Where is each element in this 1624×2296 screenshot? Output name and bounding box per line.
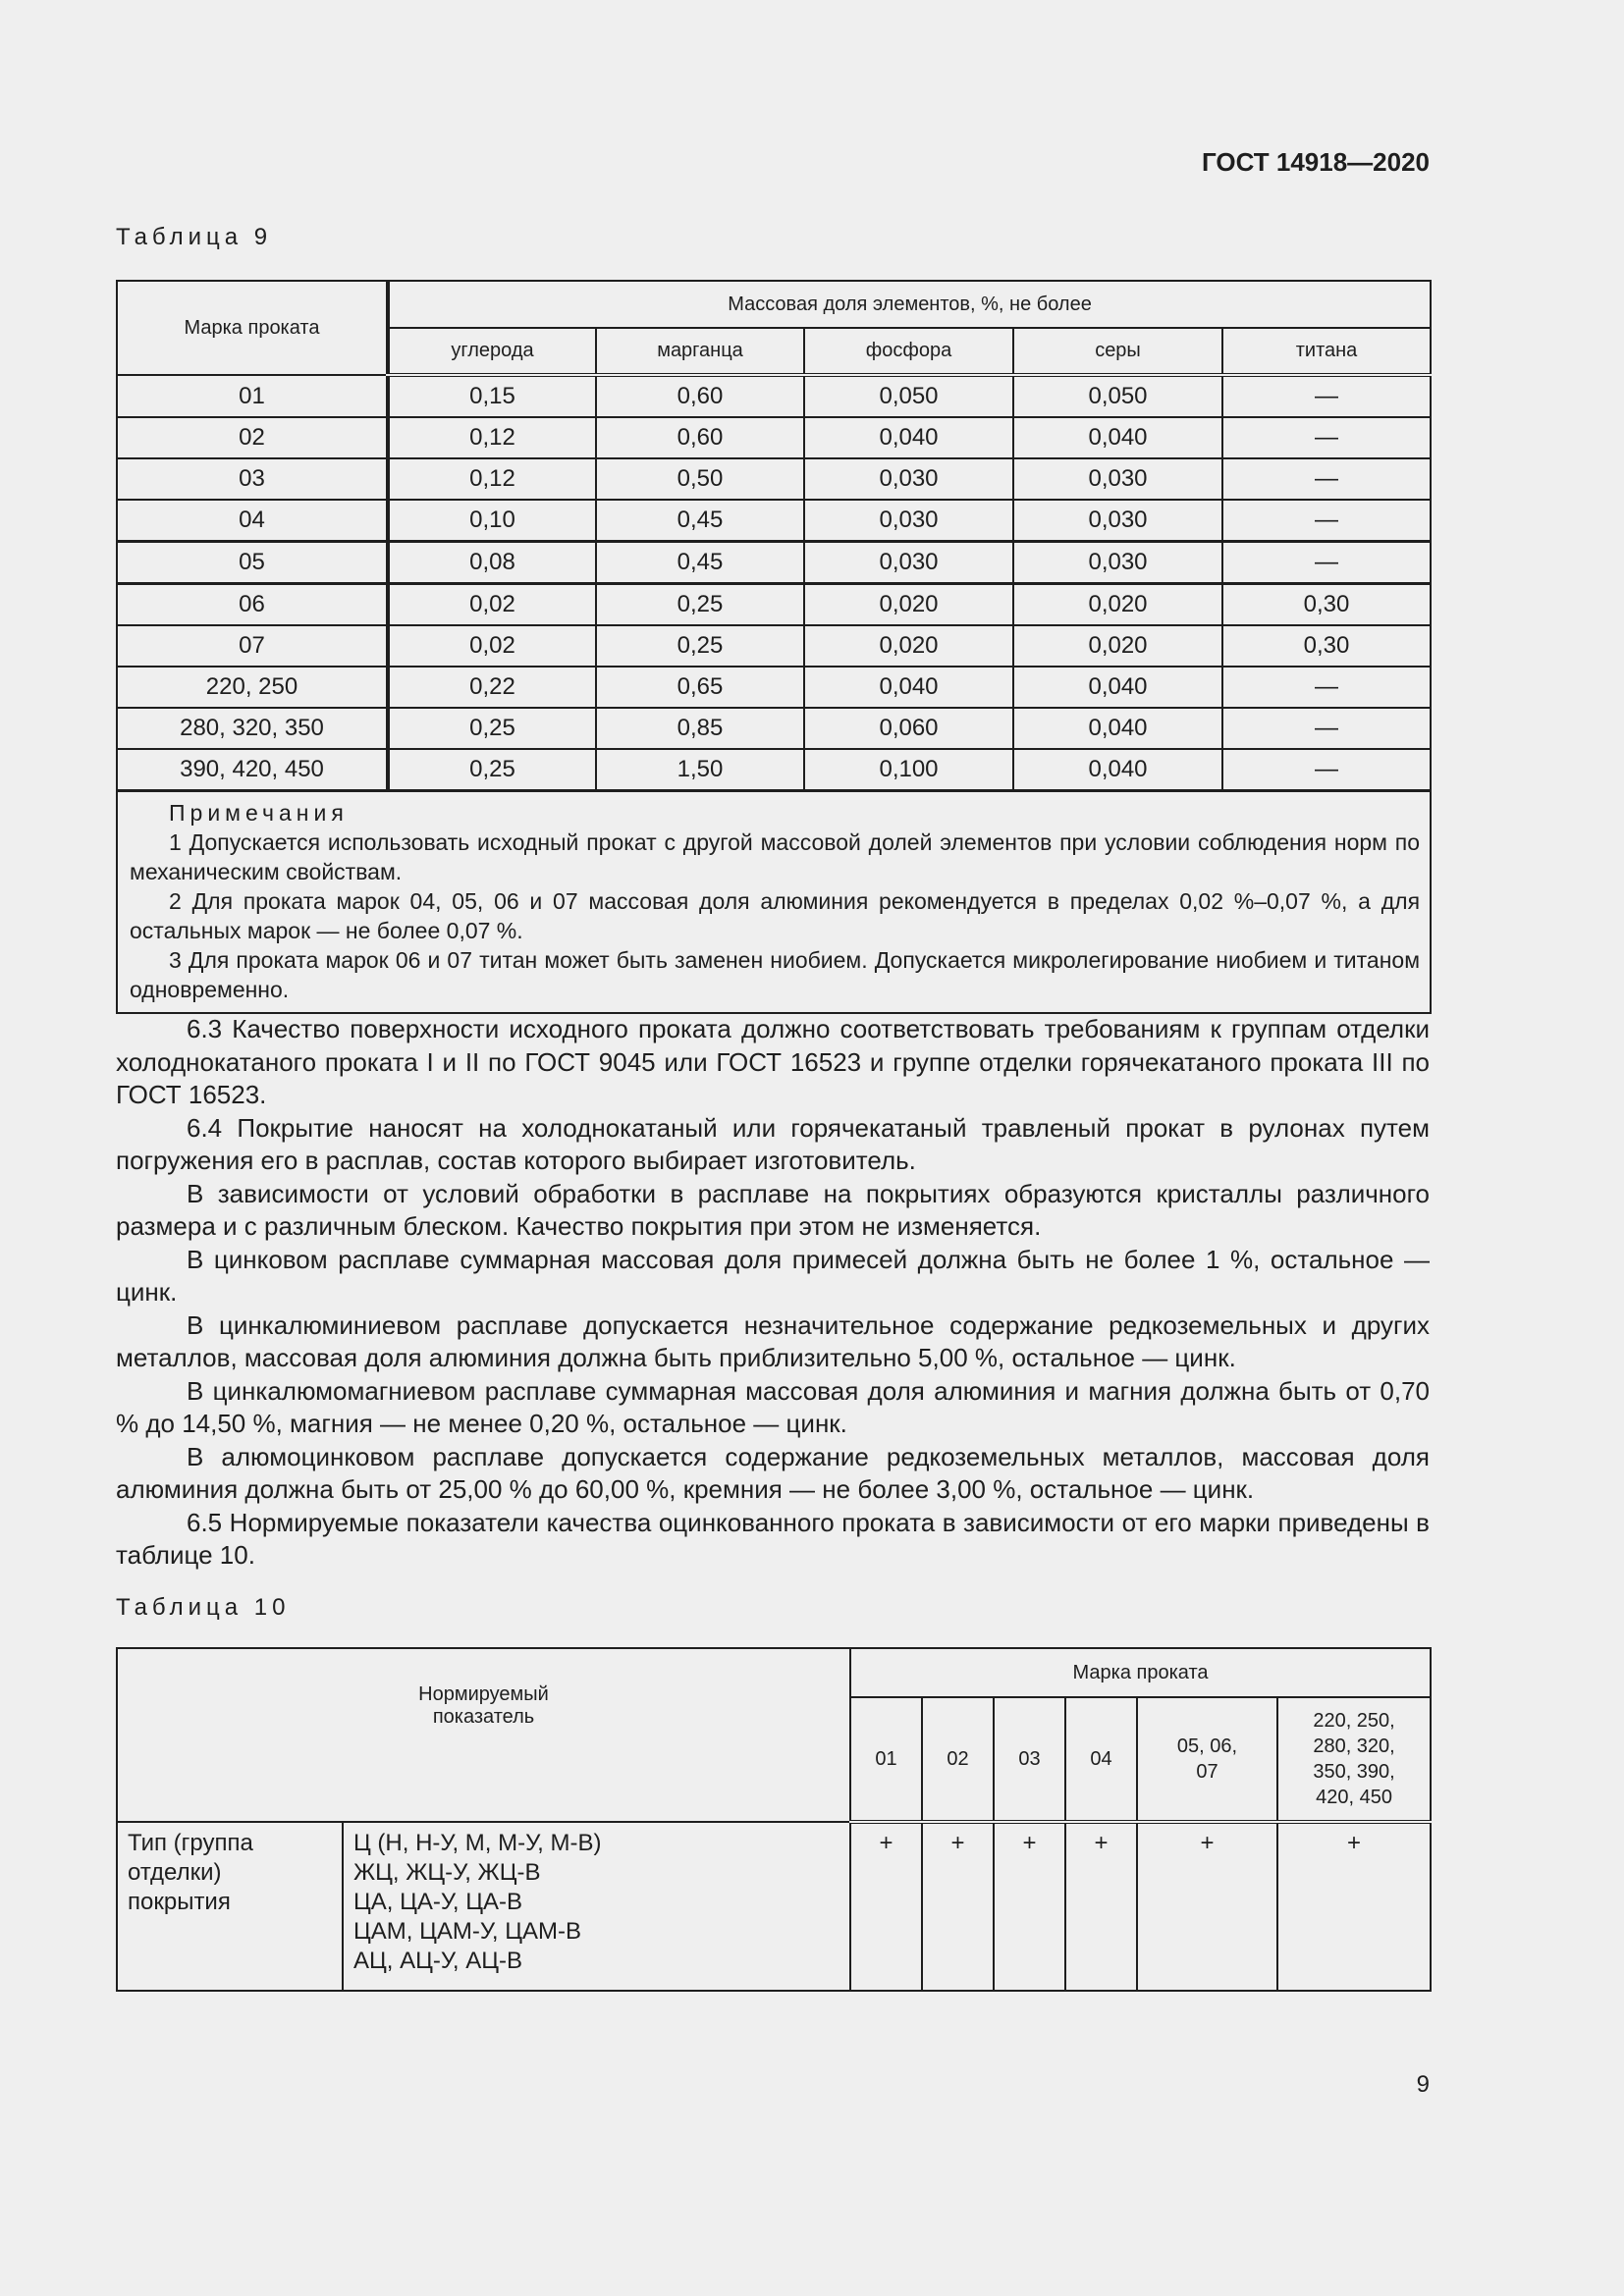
table-cell: 0,50 <box>596 458 804 500</box>
table9-col-header: фосфора <box>804 328 1013 375</box>
table-cell: 0,12 <box>388 417 596 458</box>
table-cell: 0,60 <box>596 375 804 417</box>
table-cell: — <box>1222 458 1431 500</box>
paragraph: В алюмоцинковом расплаве допускается содержание редкоземельных металлов, массовая доля алюминия должна быть от 25,00 % до 60,00 %, кремния — не более 3,00 %, остальное — цинк. <box>116 1441 1430 1504</box>
table-cell: — <box>1222 667 1431 708</box>
table-cell: 0,85 <box>596 708 804 749</box>
coating-type: ЖЦ, ЖЦ-У, ЖЦ-В <box>353 1859 541 1886</box>
table-row <box>117 542 1431 584</box>
document-code: ГОСТ 14918—2020 <box>1202 147 1430 177</box>
table-cell: 0,45 <box>596 500 804 542</box>
table-cell: 0,25 <box>596 584 804 626</box>
page-number: 9 <box>1416 2071 1430 2098</box>
table10-indicator-header: Нормируемый показатель <box>117 1648 850 1822</box>
note-item: 2 Для проката марок 04, 05, 06 и 07 массовая доля алюминия рекомендуется в пределах 0,02 %–0,07 %, а для остальных марок — не более 0,07 %. <box>130 888 1421 943</box>
table-cell: 0,10 <box>388 500 596 542</box>
table-cell-mark: 01 <box>117 375 388 417</box>
table-cell: — <box>1222 749 1431 791</box>
table-cell: 0,45 <box>596 542 804 584</box>
paragraph: В цинкалюминиевом расплаве допускается незначительное содержание редкоземельных и других металлов, массовая доля алюминия должна быть приблизительно 5,00 %, остальное — цинк. <box>116 1309 1430 1372</box>
table-cell: 0,25 <box>596 625 804 667</box>
table9-col-header: титана <box>1222 328 1431 375</box>
table-cell: 0,040 <box>1013 708 1222 749</box>
table-cell: 0,030 <box>804 458 1013 500</box>
table-cell: 0,25 <box>388 708 596 749</box>
body-text <box>116 1013 1430 1573</box>
table-cell-mark: 07 <box>117 625 388 667</box>
note-item: 1 Допускается использовать исходный прокат с другой массовой долей элементов при условии соблюдения норм по механическим свойствам. <box>130 829 1421 884</box>
table-cell: 0,040 <box>1013 417 1222 458</box>
table-row <box>117 375 1431 417</box>
table9 <box>116 280 1432 1014</box>
table10 <box>116 1647 1432 1992</box>
table-cell: 0,08 <box>388 542 596 584</box>
table-cell: — <box>1222 417 1431 458</box>
table10-mark-header: Марка проката <box>850 1648 1431 1697</box>
coating-type: АЦ, АЦ-У, АЦ-В <box>353 1948 523 1974</box>
table-cell: 0,030 <box>1013 458 1222 500</box>
table10-value: + <box>994 1822 1065 1991</box>
table9-group-header: Массовая доля элементов, %, не более <box>388 281 1431 328</box>
paragraph: В зависимости от условий обработки в расплаве на покрытиях образуются кристаллы различного размера и с различным блеском. Качество покрытия при этом не изменяется. <box>116 1178 1430 1241</box>
table-cell-mark: 06 <box>117 584 388 626</box>
table-row <box>117 584 1431 626</box>
table10-value: + <box>1065 1822 1137 1991</box>
table-cell: — <box>1222 375 1431 417</box>
note-item: 3 Для проката марок 06 и 07 титан может быть заменен ниобием. Допускается микролегирование ниобием и титаном одновременно. <box>130 947 1421 1002</box>
table-cell-mark: 390, 420, 450 <box>117 749 388 791</box>
table-cell: 0,020 <box>1013 584 1222 626</box>
paragraph: В цинковом расплаве суммарная массовая доля примесей должна быть не более 1 %, остальное — цинк. <box>116 1244 1430 1307</box>
coating-type: ЦА, ЦА-У, ЦА-В <box>353 1889 523 1915</box>
table-row <box>117 625 1431 667</box>
table-row <box>117 500 1431 542</box>
table-cell: 0,030 <box>1013 542 1222 584</box>
table-cell: 0,040 <box>1013 749 1222 791</box>
paragraph: 6.4 Покрытие наносят на холоднокатаный или горячекатаный травленый прокат в рулонах путем погружения его в расплав, состав которого выбирает изготовитель. <box>116 1112 1430 1175</box>
table-row <box>117 749 1431 791</box>
table-cell: 0,100 <box>804 749 1013 791</box>
table-cell-mark: 280, 320, 350 <box>117 708 388 749</box>
table-cell: 0,040 <box>804 667 1013 708</box>
notes-title: Примечания <box>169 800 349 826</box>
table-cell: 0,12 <box>388 458 596 500</box>
table9-notes <box>117 791 1431 1014</box>
coating-type: Ц (Н, Н-У, М, М-У, М-В) <box>353 1830 602 1856</box>
table-cell: 0,25 <box>388 749 596 791</box>
table-cell: 0,60 <box>596 417 804 458</box>
table-cell-mark: 220, 250 <box>117 667 388 708</box>
paragraph: 6.3 Качество поверхности исходного проката должно соответствовать требованиям к группам отделки холоднокатаного проката I и II по ГОСТ 9045 или ГОСТ 16523 и группе отделки горячекатаного проката III по ГОСТ 16523. <box>116 1014 1430 1109</box>
coating-type: ЦАМ, ЦАМ-У, ЦАМ-В <box>353 1918 581 1945</box>
table10-mark-col: 220, 250, 280, 320, 350, 390, 420, 450 <box>1277 1697 1431 1822</box>
table10-value: + <box>1277 1822 1431 1991</box>
table-cell: 0,040 <box>804 417 1013 458</box>
table-row <box>117 417 1431 458</box>
table-cell: 0,02 <box>388 625 596 667</box>
table9-body <box>117 375 1431 791</box>
table-row <box>117 458 1431 500</box>
table10-mark-col: 03 <box>994 1697 1065 1822</box>
table-cell-mark: 03 <box>117 458 388 500</box>
table-cell-mark: 04 <box>117 500 388 542</box>
table9-col-header: серы <box>1013 328 1222 375</box>
table-cell: 0,030 <box>804 542 1013 584</box>
table-cell-mark: 02 <box>117 417 388 458</box>
table-cell: 0,02 <box>388 584 596 626</box>
paragraph: В цинкалюмомагниевом расплаве суммарная массовая доля алюминия и магния должна быть от 0,70 % до 14,50 %, магния — не менее 0,20 %, остальное — цинк. <box>116 1375 1430 1438</box>
table-cell: — <box>1222 500 1431 542</box>
table-cell: 0,15 <box>388 375 596 417</box>
table10-mark-col: 01 <box>850 1697 922 1822</box>
table10-value: + <box>922 1822 994 1991</box>
table-cell: 0,040 <box>1013 667 1222 708</box>
table-cell: 0,050 <box>1013 375 1222 417</box>
table9-col-header: углерода <box>388 328 596 375</box>
table-cell: 0,22 <box>388 667 596 708</box>
table-cell-mark: 05 <box>117 542 388 584</box>
table9-col-header: марганца <box>596 328 804 375</box>
table9-caption: Таблица 9 <box>116 224 273 250</box>
table-row <box>117 708 1431 749</box>
table10-caption: Таблица 10 <box>116 1594 291 1621</box>
table-cell: 0,020 <box>804 584 1013 626</box>
table-cell: 0,050 <box>804 375 1013 417</box>
table-cell: 0,030 <box>1013 500 1222 542</box>
table10-mark-col: 04 <box>1065 1697 1137 1822</box>
table10-row-label: Тип (группа отделки) покрытия <box>117 1822 343 1991</box>
table-cell: 0,30 <box>1222 584 1431 626</box>
paragraph: 6.5 Нормируемые показатели качества оцинкованного проката в зависимости от его марки приведены в таблице 10. <box>116 1507 1430 1570</box>
table10-mark-col: 05, 06, 07 <box>1137 1697 1277 1822</box>
table10-value: + <box>850 1822 922 1991</box>
table-cell: 0,020 <box>1013 625 1222 667</box>
table10-value: + <box>1137 1822 1277 1991</box>
table9-mark-header: Марка проката <box>117 281 388 375</box>
table-cell: 1,50 <box>596 749 804 791</box>
table-cell: — <box>1222 708 1431 749</box>
table-cell: 0,65 <box>596 667 804 708</box>
table-cell: 0,030 <box>804 500 1013 542</box>
table10-mark-col: 02 <box>922 1697 994 1822</box>
table-cell: 0,060 <box>804 708 1013 749</box>
table-cell: 0,020 <box>804 625 1013 667</box>
table-cell: 0,30 <box>1222 625 1431 667</box>
table10-row-types <box>343 1822 850 1991</box>
table-row <box>117 667 1431 708</box>
table-cell: — <box>1222 542 1431 584</box>
